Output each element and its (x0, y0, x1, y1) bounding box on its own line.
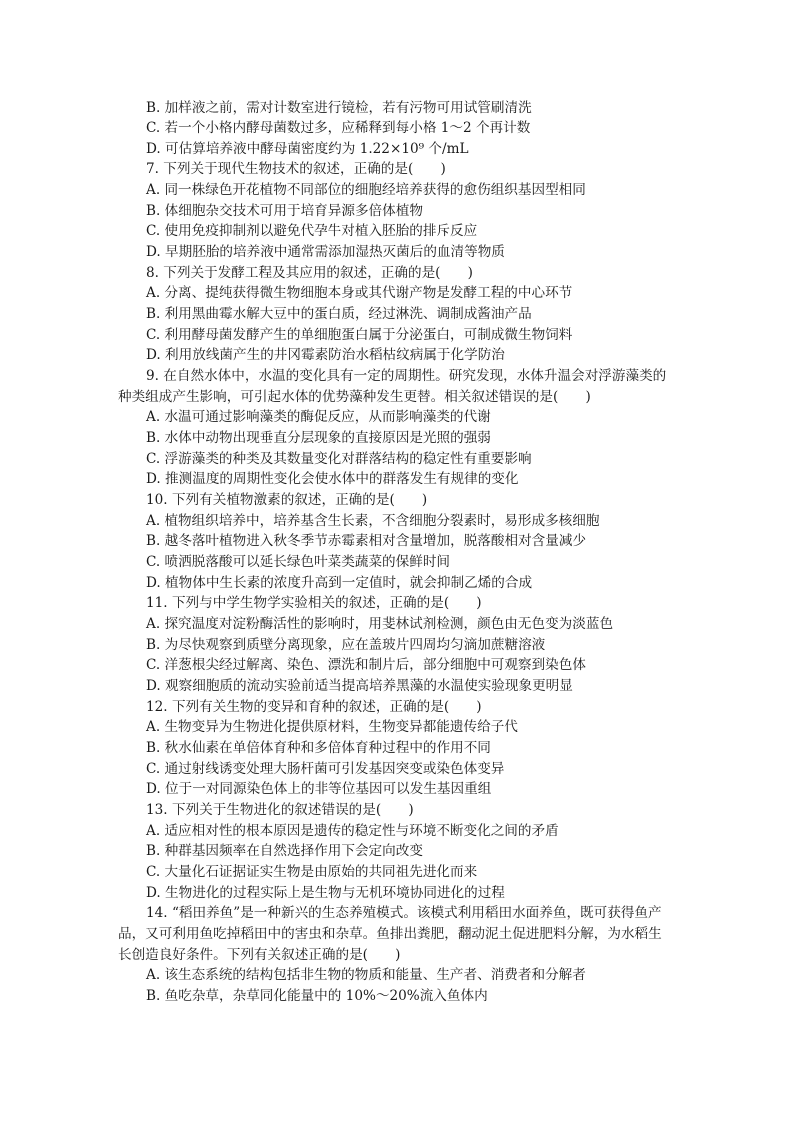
question-stem: 8. 下列关于发酵工程及其应用的叙述，正确的是( ) (146, 265, 473, 281)
question-stem: 12. 下列有关生物的变异和育种的叙述，正确的是( ) (146, 699, 482, 715)
option-line: B. 越冬落叶植物进入秋冬季节赤霉素相对含量增加，脱落酸相对含量减少 (146, 533, 587, 549)
question-stem: 14. “稻田养鱼”是一种新兴的生态养殖模式。该模式利用稻田水面养鱼，既可获得鱼产 (146, 905, 662, 921)
option-line: C. 利用酵母菌发酵产生的单细胞蛋白属于分泌蛋白，可制成微生物饲料 (146, 327, 573, 343)
question-stem-continued: 长创造良好条件。下列有关叙述正确的是( ) (118, 947, 401, 963)
option-line: B. 体细胞杂交技术可用于培育异源多倍体植物 (146, 203, 423, 219)
question-stem: 10. 下列有关植物激素的叙述，正确的是( ) (146, 492, 428, 508)
option-line: A. 该生态系统的结构包括非生物的物质和能量、生产者、消费者和分解者 (146, 967, 586, 983)
option-line: C. 喷洒脱落酸可以延长绿色叶菜类蔬菜的保鲜时间 (146, 554, 451, 570)
option-line: D. 利用放线菌产生的井冈霉素防治水稻枯纹病属于化学防治 (146, 347, 505, 363)
option-line: C. 大量化石证据证实生物是由原始的共同祖先进化而来 (146, 864, 478, 880)
option-line: D. 位于一对同源染色体上的非等位基因可以发生基因重组 (146, 781, 492, 797)
option-line: A. 水温可通过影响藻类的酶促反应，从而影响藻类的代谢 (146, 409, 491, 425)
option-line: B. 秋水仙素在单倍体育种和多倍体育种过程中的作用不同 (146, 740, 491, 756)
option-line: B. 鱼吃杂草，杂草同化能量中的 10%～20%流入鱼体内 (146, 988, 488, 1004)
option-line: D. 推测温度的周期性变化会使水体中的群落发生有规律的变化 (146, 471, 519, 487)
option-line: B. 利用黑曲霉水解大豆中的蛋白质，经过淋洗、调制成酱油产品 (146, 306, 532, 322)
option-line: A. 分离、提纯获得微生物细胞本身或其代谢产物是发酵工程的中心环节 (146, 285, 573, 301)
option-line: C. 浮游藻类的种类及其数量变化对群落结构的稳定性有重要影响 (146, 451, 532, 467)
question-stem: 11. 下列与中学生物学实验相关的叙述，正确的是( ) (146, 595, 482, 611)
option-line: A. 植物组织培养中，培养基含生长素，不含细胞分裂素时，易形成多核细胞 (146, 513, 600, 529)
option-line: D. 早期胚胎的培养液中通常需添加湿热灭菌后的血清等物质 (146, 244, 505, 260)
option-line: B. 加样液之前，需对计数室进行镜检，若有污物可用试管刷清洗 (146, 100, 532, 116)
question-stem: 9. 在自然水体中，水温的变化具有一定的周期性。研究发现，水体升温会对浮游藻类的 (146, 368, 667, 384)
question-stem: 13. 下列关于生物进化的叙述错误的是( ) (146, 802, 414, 818)
option-line: D. 可估算培养液中酵母菌密度约为 1.22×10⁹ 个/mL (146, 141, 469, 157)
option-line: D. 植物体中生长素的浓度升高到一定值时，就会抑制乙烯的合成 (146, 575, 533, 591)
option-line: C. 通过射线诱变处理大肠杆菌可引发基因突变或染色体变异 (146, 761, 505, 777)
question-stem-continued: 种类组成产生影响，可引起水体的优势藻种发生更替。相关叙述错误的是( ) (118, 389, 591, 405)
option-line: B. 水体中动物出现垂直分层现象的直接原因是光照的强弱 (146, 430, 491, 446)
option-line: C. 使用免疫抑制剂以避免代孕牛对植入胚胎的排斥反应 (146, 223, 478, 239)
question-stem: 7. 下列关于现代生物技术的叙述，正确的是( ) (146, 161, 446, 177)
option-line: A. 适应相对性的根本原因是遗传的稳定性与环境不断变化之间的矛盾 (146, 823, 559, 839)
option-line: B. 为尽快观察到质壁分离现象，应在盖玻片四周均匀滴加蔗糖溶液 (146, 637, 546, 653)
option-line: C. 洋葱根尖经过解离、染色、漂洗和制片后，部分细胞中可观察到染色体 (146, 657, 586, 673)
option-line: C. 若一个小格内酵母菌数过多，应稀释到每小格 1～2 个再计数 (146, 120, 531, 136)
option-line: A. 探究温度对淀粉酶活性的影响时，用斐林试剂检测，颜色由无色变为淡蓝色 (146, 616, 614, 632)
question-stem-continued: 品，又可利用鱼吃掉稻田中的害虫和杂草。鱼排出粪肥，翻动泥土促进肥料分解，为水稻生 (118, 926, 662, 942)
option-line: A. 同一株绿色开花植物不同部位的细胞经培养获得的愈伤组织基因型相同 (146, 182, 586, 198)
option-line: D. 生物进化的过程实际上是生物与无机环境协同进化的过程 (146, 885, 505, 901)
option-line: A. 生物变异为生物进化提供原材料，生物变异都能遗传给子代 (146, 719, 518, 735)
option-line: D. 观察细胞质的流动实验前适当提高培养黑藻的水温使实验现象更明显 (146, 678, 573, 694)
option-line: B. 种群基因频率在自然选择作用下会定向改变 (146, 843, 423, 859)
